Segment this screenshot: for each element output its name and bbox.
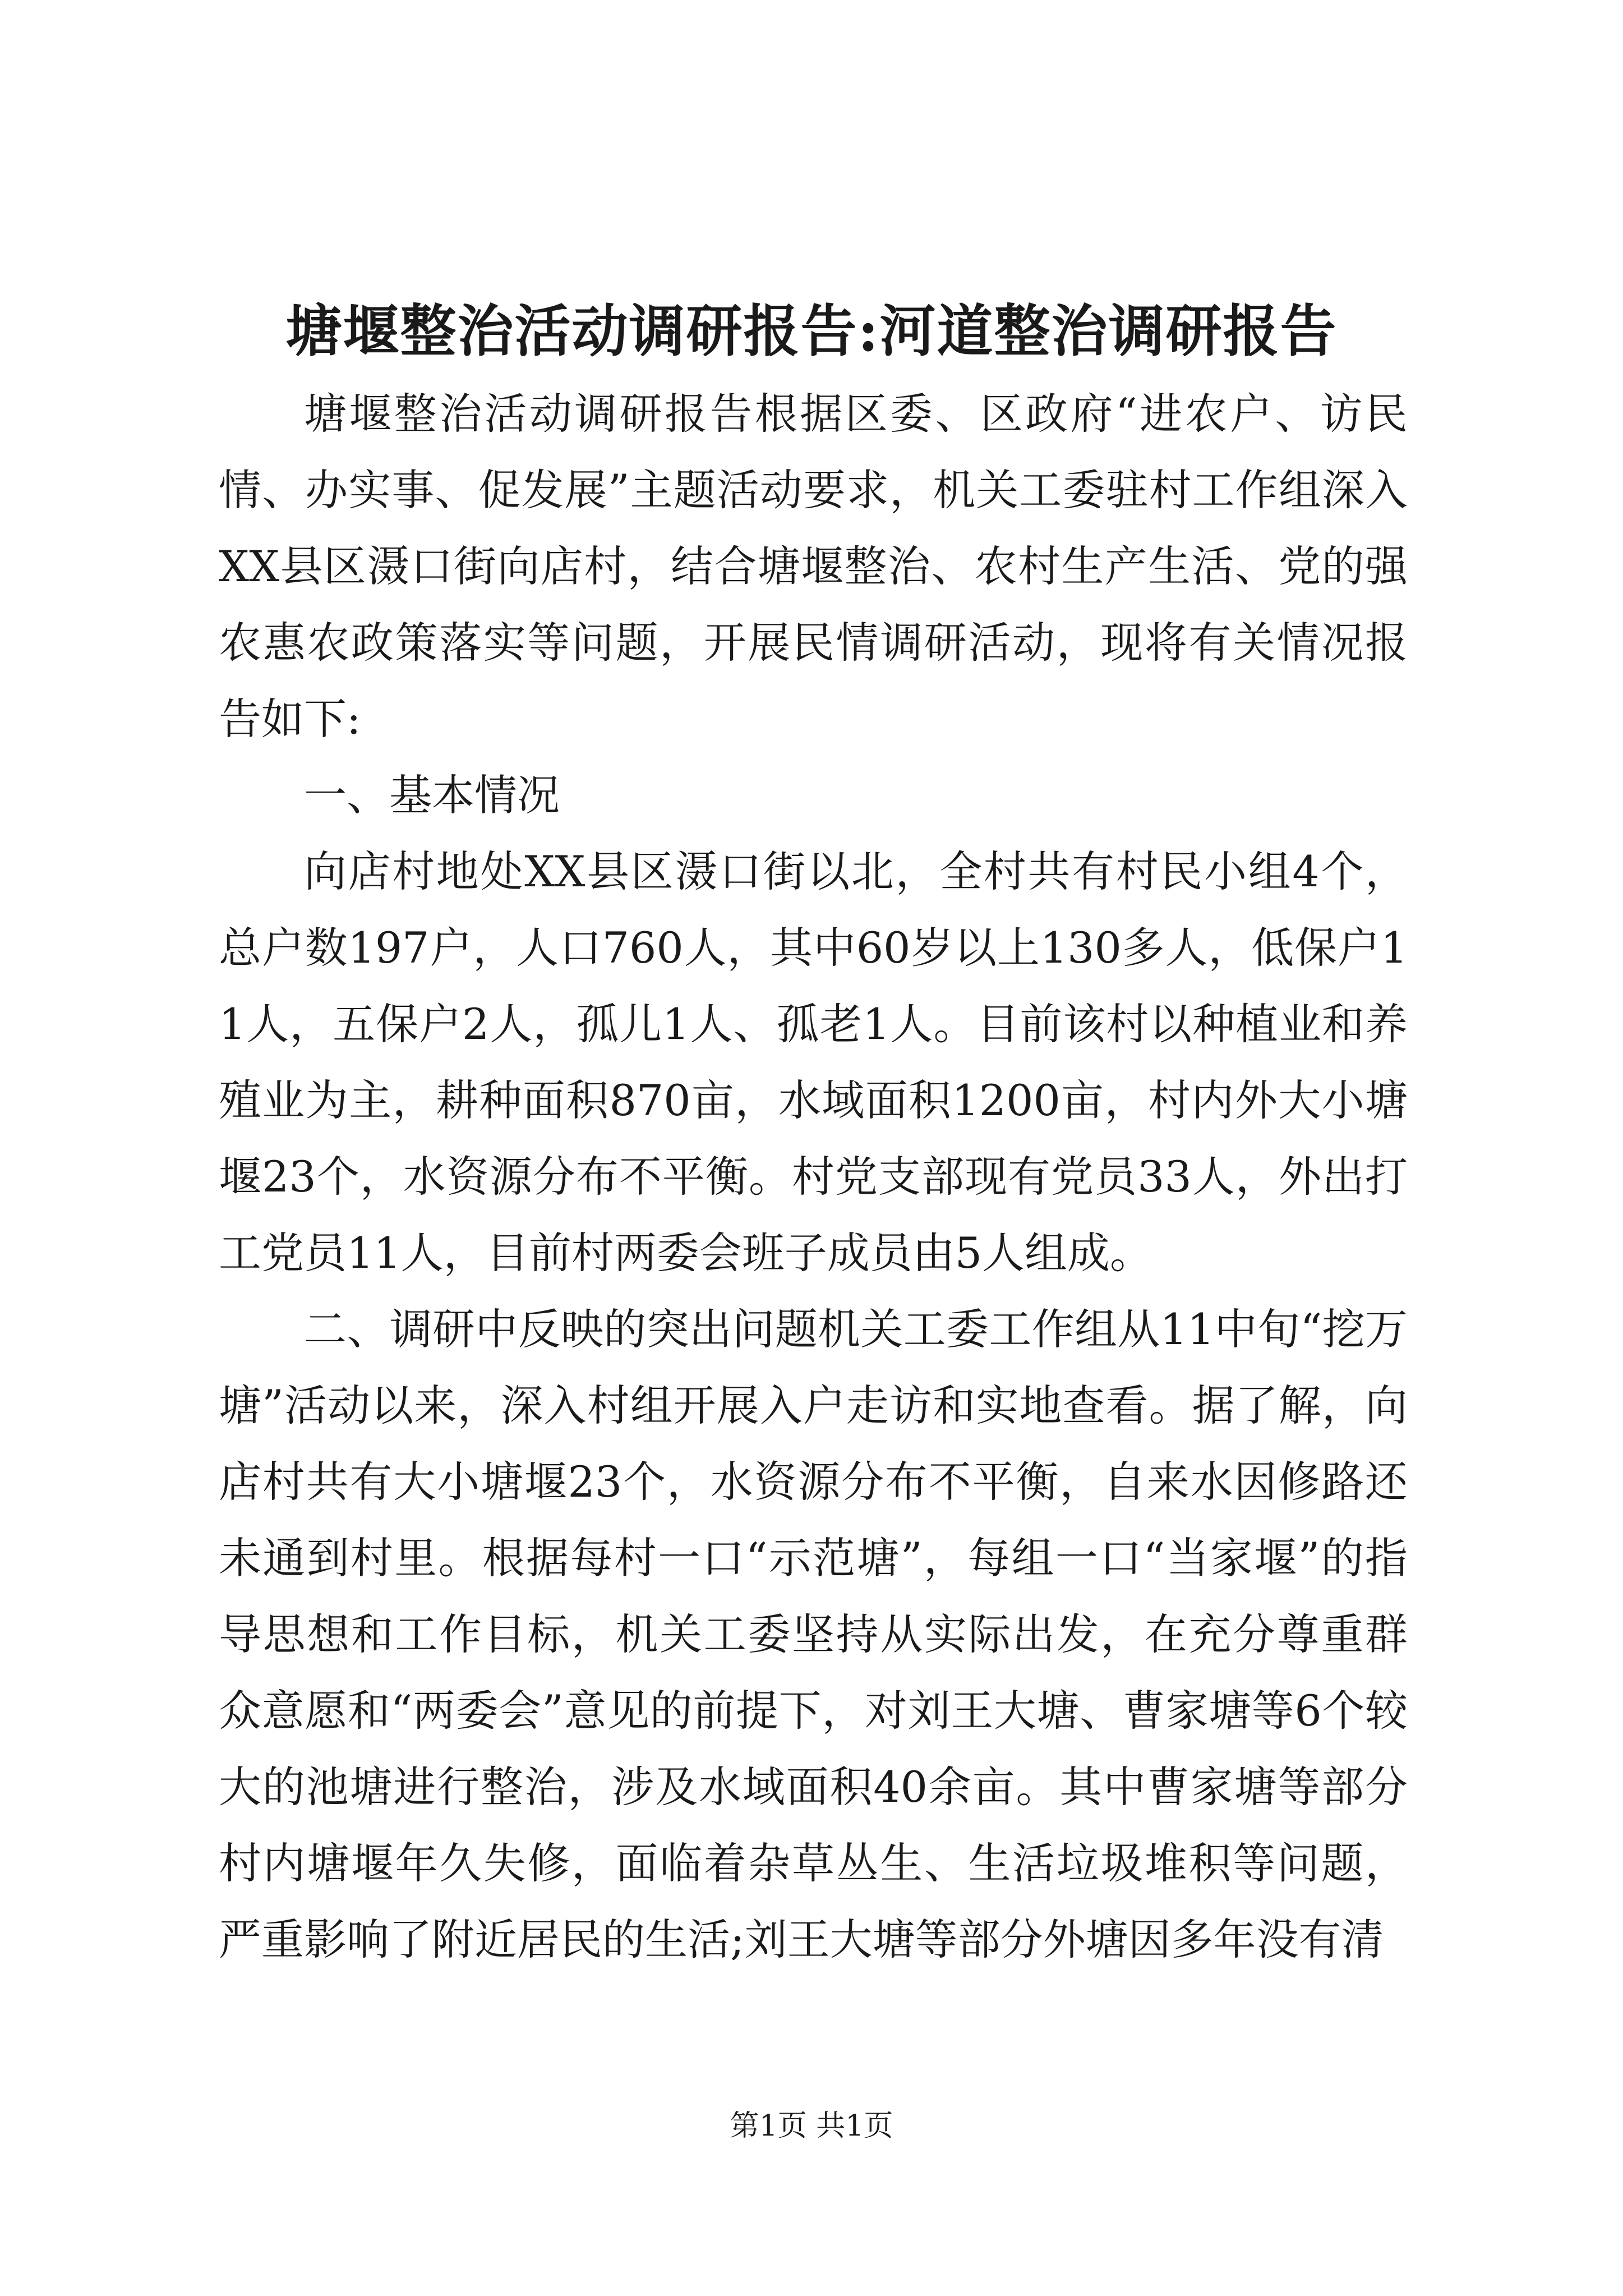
paragraph-intro: 塘堰整治活动调研报告根据区委、区政府“进农户、访民情、办实事、促发展”主题活动要求，机关工委驻村工作组深入XX县区滠口街向店村，结合塘堰整治、农村生产生活、党的强农惠农政策落实等问题，开展民情调研活动，现将有关情况报告如下:	[219, 389, 1408, 744]
document-body	[219, 376, 1408, 1978]
paragraph-problems: 二、调研中反映的突出问题机关工委工作组从11中旬“挖万塘”活动以来，深入村组开展入户走访和实地查看。据了解，向店村共有大小塘堰23个，水资源分布不平衡，自来水因修路还未通到村里。根据每村一口“示范塘”，每组一口“当家堰”的指导思想和工作目标，机关工委坚持从实际出发，在充分尊重群众意愿和“两委会”意见的前提下，对刘王大塘、曹家塘等6个较大的池塘进行整治，涉及水域面积40余亩。其中曹家塘等部分村内塘堰年久失修，面临着杂草丛生、生活垃圾堆积等问题，严重影响了附近居民的生活;刘王大塘等部分外塘因多年没有清	[219, 1304, 1408, 1964]
document-title: 塘堰整治活动调研报告:河道整治调研报告	[285, 298, 1338, 364]
page-footer: 第1页 共1页	[730, 2109, 893, 2143]
paragraph-basic-situation: 向店村地处XX县区滠口街以北，全村共有村民小组4个，总户数197户，人口760人，其中60岁以上130多人，低保户11人，五保户2人，孤儿1人、孤老1人。目前该村以种植业和养殖业为主，耕种面积870亩，水域面积1200亩，村内外大小塘堰23个，水资源分布不平衡。村党支部现有党员33人，外出打工党员11人，目前村两委会班子成员由5人组成。	[219, 846, 1408, 1278]
section-heading-basic-situation: 一、基本情况	[304, 770, 560, 820]
